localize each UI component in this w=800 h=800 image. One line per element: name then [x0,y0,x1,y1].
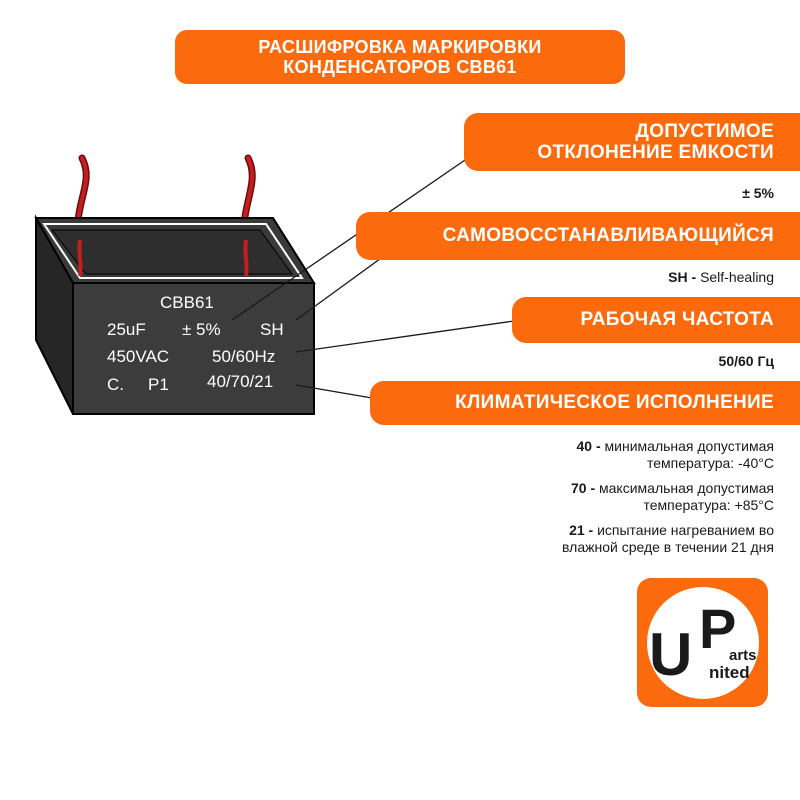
cap-climatic: 40/70/21 [207,372,274,391]
tag-frequency [512,297,800,343]
cap-self-healing: SH [260,320,284,339]
climatic-item-code: 40 - [576,438,601,454]
logo-text-nited: nited [709,663,750,682]
cap-protection: P1 [148,375,169,394]
cap-model: CBB61 [160,293,214,312]
desc-frequency: 50/60 Гц [718,353,774,369]
desc-self-healing-code: SH - [668,269,697,285]
logo-letter-u: U [649,621,693,688]
desc-tolerance: ± 5% [742,185,774,201]
climatic-item-code: 21 - [569,522,594,538]
climatic-item-min [514,438,774,472]
leader-frequency [296,321,514,352]
tag-self-healing-label: САМОВОССТАНАВЛИВАЮЩИЙСЯ [442,225,774,246]
climatic-item-max [514,480,774,514]
cap-capacitance: 25uF [107,320,146,339]
desc-self-healing-text: Self-healing [700,269,774,285]
desc-climatic [514,438,774,564]
desc-self-healing [668,269,774,286]
tag-tolerance [464,113,800,171]
climatic-item-text-2: температура: +85°C [643,497,774,513]
climatic-item-code: 70 - [571,480,596,496]
cap-class: C. [107,375,124,394]
tag-self-healing [356,212,800,260]
parts-united-logo [637,578,768,707]
title-line-2: КОНДЕНСАТОРОВ CBB61 [283,57,517,77]
climatic-item-text: минимальная допустимая [604,438,774,454]
tag-frequency-label: РАБОЧАЯ ЧАСТОТА [580,309,774,330]
logo-mark [637,578,768,707]
climatic-item-text: максимальная допустимая [599,480,774,496]
logo-letter-p: P [699,597,737,660]
tag-tolerance-line-2: ОТКЛОНЕНИЕ ЕМКОСТИ [537,142,774,163]
climatic-item-text: испытание нагреванием во [597,522,774,538]
cap-voltage: 450VAC [107,347,170,366]
cap-tolerance: ± 5% [182,320,221,339]
cap-frequency: 50/60Hz [212,347,276,366]
tag-climatic-label: КЛИМАТИЧЕСКОЕ ИСПОЛНЕНИЕ [455,392,774,413]
climatic-item-humidity [514,522,774,556]
tag-climatic [370,381,800,425]
logo-text-arts: arts [729,647,757,664]
tag-tolerance-line-1: ДОПУСТИМОЕ [635,121,774,142]
climatic-item-text-2: влажной среде в течении 21 дня [562,539,774,555]
title-line-1: РАСШИФРОВКА МАРКИРОВКИ [258,37,542,57]
climatic-item-text-2: температура: -40°C [646,455,774,471]
